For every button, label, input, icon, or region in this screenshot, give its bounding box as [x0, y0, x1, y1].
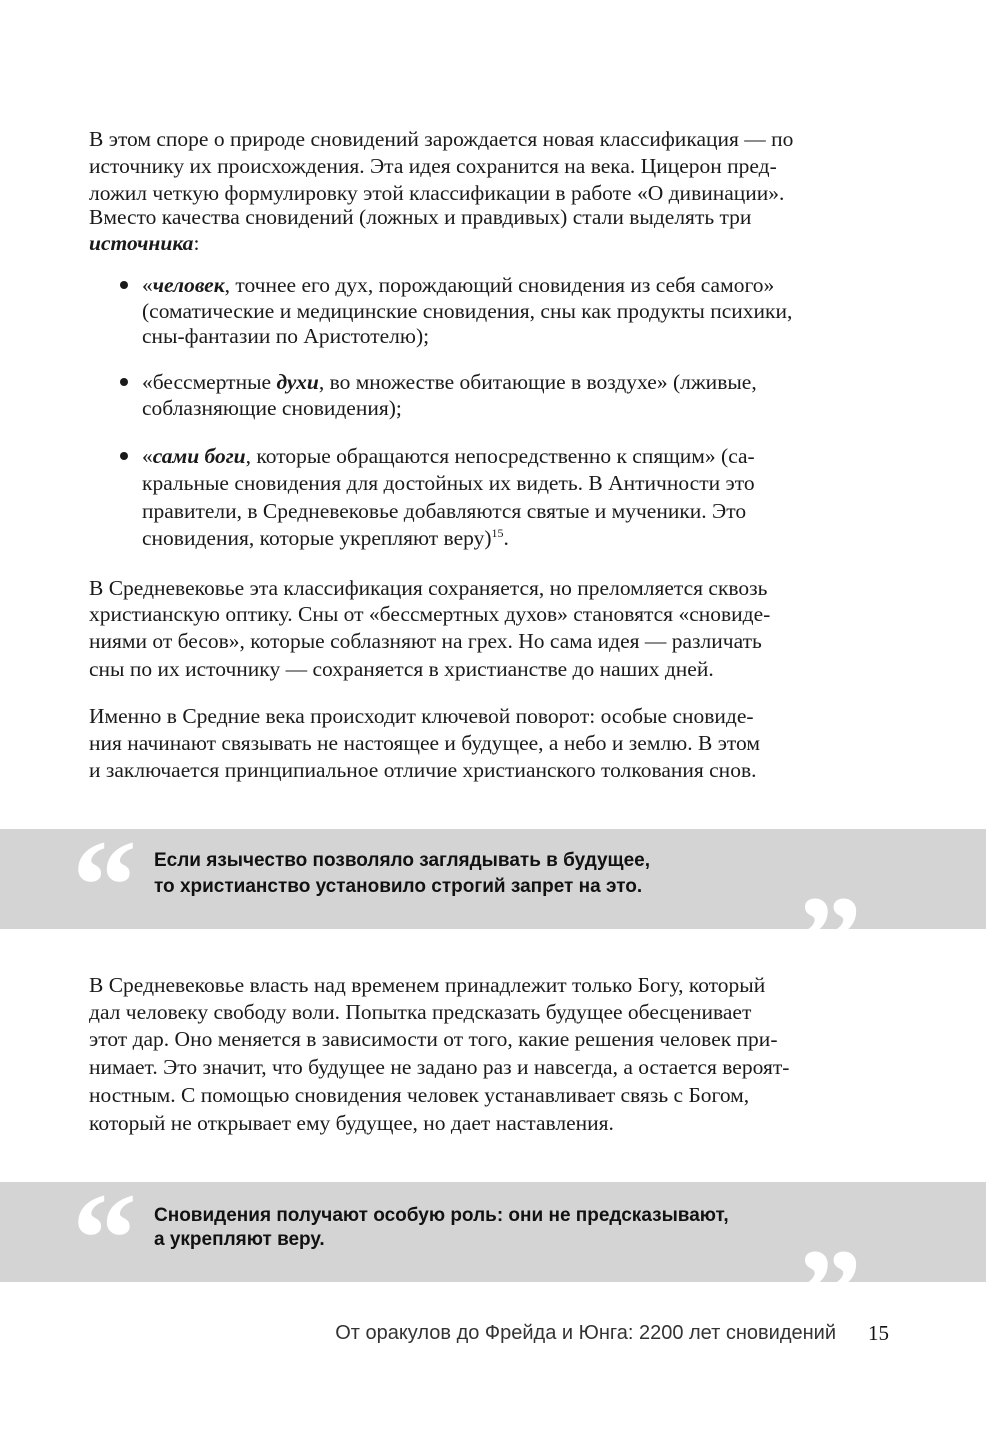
paragraph-line: Именно в Средние века происходит ключевой поворот: особые сновиде-: [89, 704, 754, 728]
paragraph-line: нимает. Это значит, что будущее не задано раз и навсегда, а остается вероят-: [89, 1055, 790, 1079]
paragraph-line: который не открывает ему будущее, но дает наставления.: [89, 1111, 614, 1135]
bullet-item-line: кральные сновидения для достойных их видеть. В Античности это: [142, 471, 755, 495]
bullet-item-line: сновидения, которые укрепляют веру)$^{15}$.: [142, 525, 509, 550]
paragraph-line: ниями от бесов», которые соблазняют на грех. Но сама идея — различать: [89, 629, 762, 653]
pull-quote-line: Если язычество позволяло заглядывать в будущее,: [154, 850, 651, 871]
bullet-dot: [120, 452, 128, 460]
paragraph-line: ния начинают связывать не настоящее и будущее, а небо и землю. В этом: [89, 731, 760, 755]
paragraph-line: сны по их источнику — сохраняется в христианстве до наших дней.: [89, 657, 714, 681]
bullet-dot: [120, 378, 128, 386]
pull-quote-line: а укрепляют веру.: [154, 1229, 325, 1250]
page-number: 15: [868, 1321, 889, 1345]
close-quote-icon: ”: [797, 1223, 862, 1367]
bullet-item-line: «человек, точнее его дух, порождающий сновидения из себя самого»: [142, 273, 775, 297]
open-quote-icon: “: [72, 1167, 137, 1311]
paragraph-line: источника:: [89, 231, 200, 255]
open-quote-icon: “: [72, 814, 137, 958]
paragraph-line: В Средневековье власть над временем принадлежит только Богу, который: [89, 973, 766, 997]
emphasis: человек: [152, 273, 225, 297]
running-footer-title: От оракулов до Фрейда и Юнга: 2200 лет сновидений: [335, 1322, 836, 1344]
bullet-item-line: «сами боги, которые обращаются непосредственно к спящим» (са-: [142, 444, 755, 468]
bullet-item-line: соблазняющие сновидения);: [142, 396, 402, 420]
paragraph-line: и заключается принципиальное отличие христианского толкования снов.: [89, 758, 757, 782]
paragraph-line: ложил четкую формулировку этой классификации в работе «О дивинации».: [89, 181, 785, 205]
close-quote-icon: ”: [797, 870, 862, 1014]
paragraph-line: дал человеку свободу воли. Попытка предсказать будущее обесценивает: [89, 1000, 752, 1024]
bullet-dot: [120, 281, 128, 289]
emphasis: духи: [276, 370, 319, 394]
emphasis: источника: [89, 231, 194, 255]
paragraph-line: этот дар. Оно меняется в зависимости от того, какие решения человек при-: [89, 1027, 778, 1051]
paragraph-line: источнику их происхождения. Эта идея сохранится на века. Цицерон пред-: [89, 154, 777, 178]
paragraph-line: ностным. С помощью сновидения человек устанавливает связь с Богом,: [89, 1083, 750, 1107]
bullet-item-line: правители, в Средневековье добавляются святые и мученики. Это: [142, 499, 747, 523]
footnote-ref[interactable]: 15: [491, 525, 504, 540]
paragraph-line: Вместо качества сновидений (ложных и правдивых) стали выделять три: [89, 205, 752, 229]
pull-quote-line: то христианство установило строгий запрет на это.: [154, 876, 643, 897]
bullet-item-line: (соматические и медицинские сновидения, сны как продукты психики,: [142, 299, 793, 323]
emphasis: сами боги: [152, 444, 246, 468]
bullet-item-line: сны-фантазии по Аристотелю);: [142, 324, 430, 348]
bullet-item-line: «бессмертные духи, во множестве обитающие в воздухе» (лживые,: [142, 370, 757, 394]
paragraph-line: христианскую оптику. Сны от «бессмертных духов» становятся «сновиде-: [89, 602, 771, 626]
paragraph-line: В этом споре о природе сновидений зарождается новая классификация — по: [89, 127, 794, 151]
paragraph-line: В Средневековье эта классификация сохраняется, но преломляется сквозь: [89, 576, 768, 600]
pull-quote-line: Сновидения получают особую роль: они не предсказывают,: [154, 1205, 729, 1226]
